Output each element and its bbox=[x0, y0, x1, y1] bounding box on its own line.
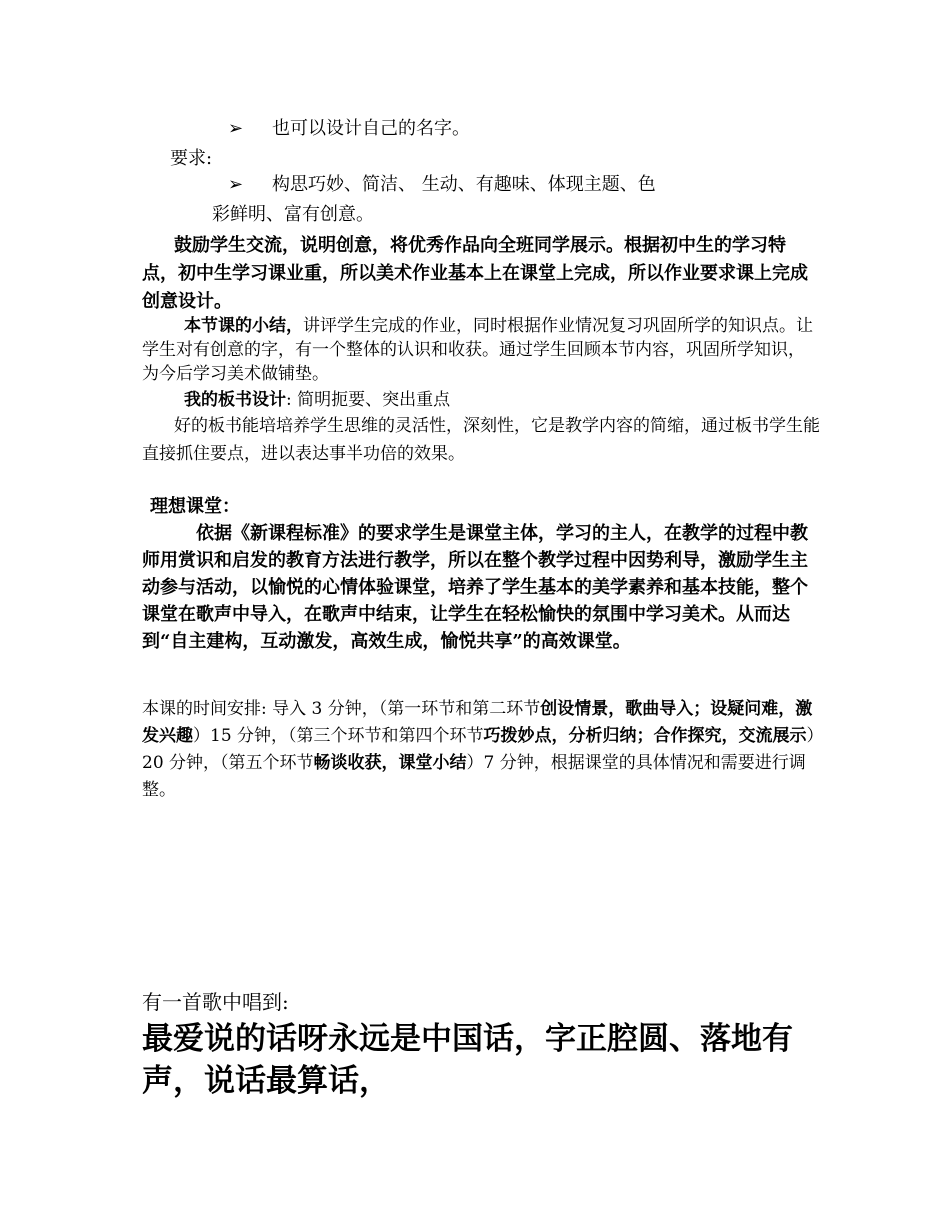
bullet-arrow-icon: ➢ bbox=[228, 174, 244, 195]
summary-text: 讲评学生完成的作业，同时根据作业情况复习巩固所学的知识点。让学生对有创意的字，有一个整体的认识和收获。通过学生回顾本节内容，巩固所学知识，为今后学习美术做铺垫。 bbox=[142, 316, 813, 384]
ideal-class-title: 理想课堂： bbox=[150, 496, 240, 517]
ideal-class-paragraph: 依据《新课程标准》的要求学生是课堂主体，学习的主人，在教学的过程中教师用赏识和启发的教育方法进行教学，所以在整个教学过程中因势利导，激励学生主动参与活动，以愉悦的心情体验课堂，培养了学生基本的美学素养和基本技能，整个课堂在歌声中导入，在歌声中结束，让学生在轻松愉快的氛围中学习美术。从而达到“自主建构，互动激发，高效生成，愉悦共享”的高效课堂。 bbox=[142, 523, 808, 652]
summary-paragraph bbox=[142, 314, 820, 386]
time-bold-2: 巧拨妙点，分析归纳；合作探究，交流展示 bbox=[483, 726, 807, 746]
board-design-line bbox=[184, 386, 450, 414]
song-intro: 有一首歌中唱到: bbox=[142, 990, 289, 1014]
board-design-text: : 简明扼要、突出重点 bbox=[286, 390, 451, 410]
time-text-1: 本课的时间安排: 导入 3 分钟，（第一环节和第二环节 bbox=[142, 699, 541, 719]
requirements-label: 要求: bbox=[170, 148, 213, 169]
bullet-line-name: 也可以设计自己的名字。 bbox=[272, 118, 470, 139]
board-design-label: 我的板书设计 bbox=[184, 390, 286, 410]
time-text-4: ）7 分钟，根据课堂的具体情况和需要进行调整。 bbox=[142, 753, 806, 800]
time-bold-3: 畅谈收获，课堂小结 bbox=[313, 753, 467, 773]
requirement-item-cont: 彩鲜明、富有创意。 bbox=[212, 204, 374, 225]
encourage-paragraph: 鼓励学生交流，说明创意，将优秀作品向全班同学展示。根据初中生的学习特点，初中生学习课业重，所以美术作业基本上在课堂上完成，所以作业要求课上完成创意设计。 bbox=[142, 235, 808, 312]
summary-label: 本节课的小结， bbox=[184, 316, 303, 336]
bullet-arrow-icon: ➢ bbox=[228, 118, 244, 139]
song-lyrics: 最爱说的话呀永远是中国话，字正腔圆、落地有声，说话最算话， bbox=[142, 1021, 793, 1099]
time-text-3: ）20 分钟，（第五个环节 bbox=[142, 726, 816, 773]
time-text-2: ）15 分钟，（第三个环节和第四个环节 bbox=[193, 726, 484, 746]
time-bold-1: 创设情景，歌曲导入；设疑问难，激发兴趣 bbox=[142, 699, 813, 746]
board-paragraph: 好的板书能培培养学生思维的灵活性，深刻性，它是教学内容的简缩，通过板书学生能直接抓住要点，进以表达事半功倍的效果。 bbox=[142, 416, 820, 464]
requirement-item: 构思巧妙、简洁、 生动、有趣味、体现主题、色 bbox=[272, 174, 656, 195]
time-schedule-paragraph bbox=[142, 696, 822, 804]
